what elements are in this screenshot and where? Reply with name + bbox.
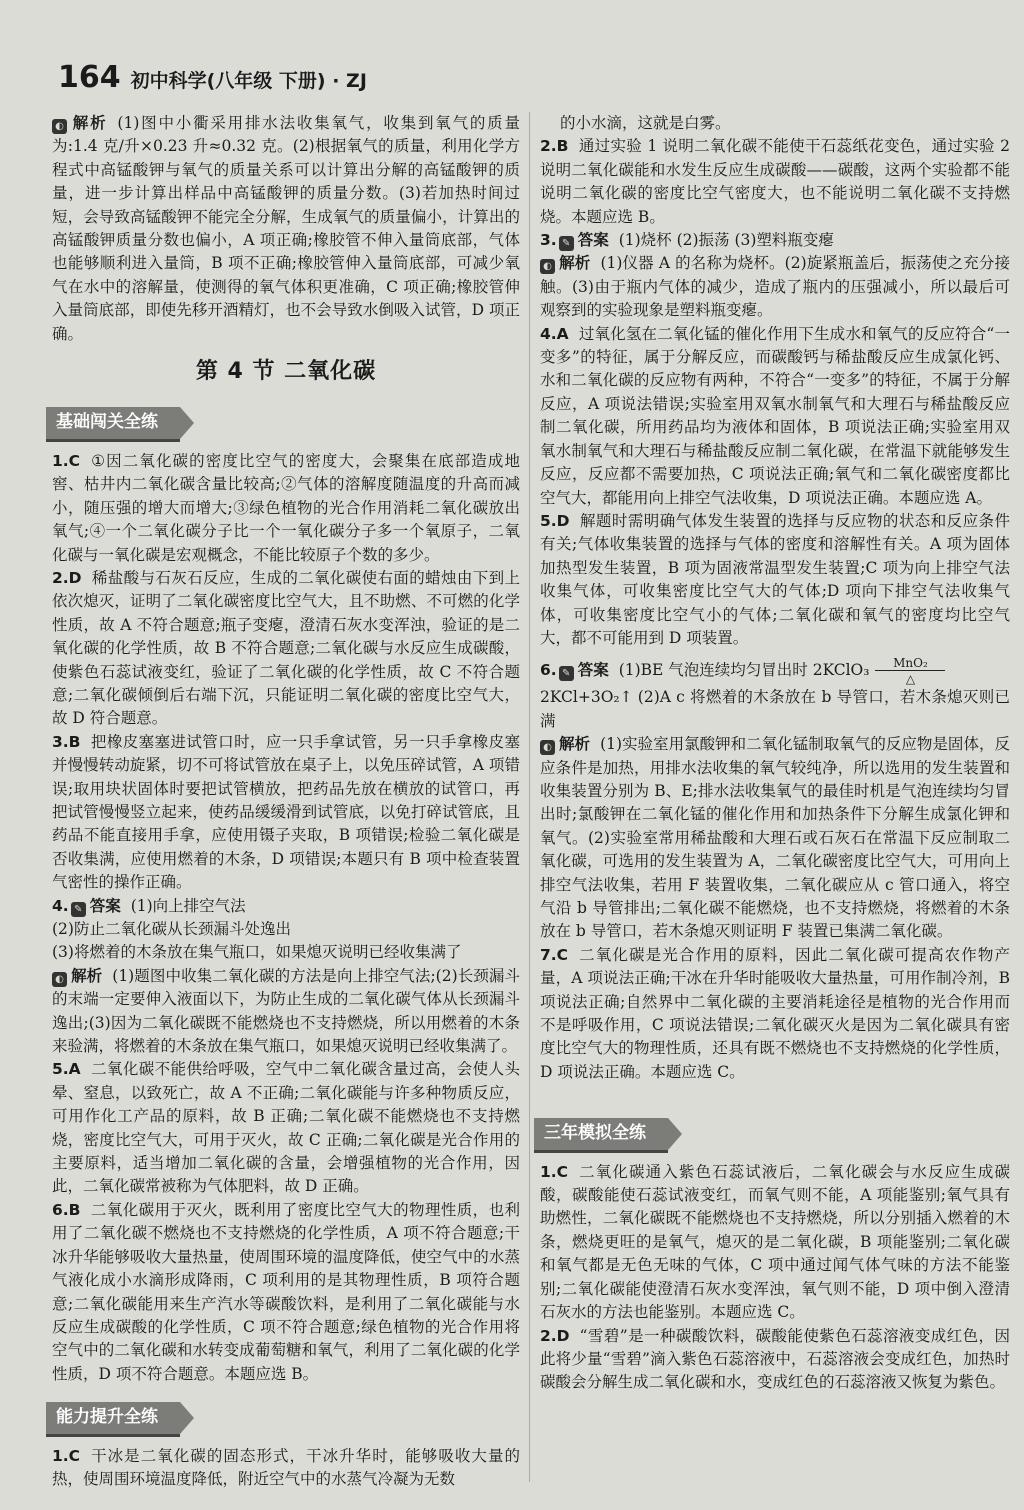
answer-item: 5.D 解题时需明确气体发生装置的选择与反应物的状态和反应条件有关;气体收集装置的选择与气体的密度和溶解性有关。A 项为固体加热型发生装置，B 项为固液常温型发生装置;C 项为向上排空气法收集气体，可收集密度比空气大的气体;D 项向下排空气法收集气体，可收集密度比空气小的气体;二氧化碳和氧气的密度均比空气大，都不可能用到 D 项装置。 (540, 511, 1010, 647)
reaction-condition: MnO₂ △ (875, 656, 945, 686)
answer-item: 2.D “雪碧”是一种碳酸饮料，碳酸能使紫色石蕊溶液变成红色，因此将少量“雪碧”滴入紫色石蕊溶液中，石蕊溶液会变成红色，加热时碳酸会分解生成二氧化碳和水，变成红色的石蕊溶液又恢复为紫色。 (540, 1326, 1010, 1392)
answer-item: 5.A 二氧化碳不能供给呼吸，空气中二氧化碳含量过高，会使人头晕、窒息，以致死亡，故 A 不正确;二氧化碳能与许多种物质反应，可用作化工产品的原料，故 B 正确;二氧化碳不能燃烧也不支持燃烧，密度比空气大，可用于灭火，故 C 正确;二氧化碳是光合作用的主要原料，适当增加二氧化碳的含量，会增强植物的光合作用，因此，二氧化碳常被称为气体肥料，故 D 正确。 (52, 1060, 520, 1196)
answer-icon: ✎ (559, 666, 574, 681)
analysis-paragraph: ◐ 解析 (1)题图中收集二氧化碳的方法是向上排空气法;(2)长颈漏斗的末端一定要伸入液面以下，为防止生成的二氧化碳气体从长颈漏斗逸出;(3)因为二氧化碳既不能燃烧也不支持燃烧，所以用燃着的木条来验满，将燃着的木条放在集气瓶口，如果熄灭说明已经收集满了。 (52, 966, 520, 1056)
answer-icon: ✎ (559, 236, 574, 251)
analysis-paragraph: ◐ 解析 (1)实验室用氯酸钾和二氧化锰制取氧气的反应物是固体，反应条件是加热，用排水法收集的氧气较纯净，所以选用的发生装置和收集装置分别为 B、E;排水法收集氧气的最佳时机是气泡连续均匀冒出时;氯酸钾在二氧化锰的催化作用和加热条件下分解生成氯化钾和氧气。(2)实验室常用稀盐酸和大理石或石灰石在常温下反应制取二氧化碳，可选用的发生装置为 A，二氧化碳密度比空气大，可用向上排空气法收集，若用 F 装置收集，二氧化碳应从 c 管口通入，将空气沿 b 导管排出;二氧化碳不能燃烧，也不支持燃烧，将燃着的木条放在 b 导管口，若木条熄灭则证明 F 装置已集满二氧化碳。 (540, 735, 1010, 941)
right-column (540, 112, 1010, 1395)
answer-item: 6. ✎ 答案 (1)BE 气泡连续均匀冒出时 2KClO₃ MnO₂ △ (540, 656, 1010, 686)
answer-item: 2.B 通过实验 1 说明二氧化碳不能使干石蕊纸花变色，通过实验 2 说明二氧化碳能和水发生反应生成碳酸——碳酸，这两个实验都不能说明二氧化碳的密度比空气密度大，也不能说明二氧化碳不支持燃烧。本题应选 B。 (540, 137, 1010, 226)
continued-text: 的小水滴，这就是白雾。 (560, 114, 731, 132)
answer-line: (2)防止二氧化碳从长颈漏斗处逸出 (52, 920, 291, 938)
banner-basic: 基础闯关全练 (46, 407, 180, 441)
left-column (52, 112, 520, 1491)
answer-item: 1.C 干冰是二氧化碳的固态形式，干冰升华时，能够吸收大量的热，使周围环境温度降低，附近空气中的水蒸气冷凝为无数 (52, 1446, 520, 1488)
banner-ability: 能力提升全练 (46, 1402, 180, 1436)
analysis-icon: ◐ (52, 119, 67, 134)
answer-item: 4.A 过氧化氢在二氧化锰的催化作用下生成水和氧气的反应符合“一变多”的特征，属于分解反应，而碳酸钙与稀盐酸反应生成氯化钙、水和二氧化碳的反应物有两种，不符合“一变多”的特征，不属于分解反应，A 项说法错误;实验室用双氧水制氧气和大理石与稀盐酸反应制二氧化碳，所用药品均为液体和固体，B 项说法正确;实验室用双氧水制氧气和大理石与稀盐酸反应制二氧化碳，在常温下就能够发生反应，反应都不需要加热，C 项说法正确;氧气和二氧化碳密度都比空气大，都能用向上排空气法收集，D 项说法正确。本题应选 A。 (540, 324, 1010, 507)
answer-icon: ✎ (71, 902, 86, 917)
page-header (58, 60, 367, 94)
page-number: 164 (58, 60, 121, 95)
answer-item: 3. ✎ 答案 (1)烧杯 (2)振荡 (3)塑料瓶变瘪 (540, 231, 834, 250)
answer-line: (3)将燃着的木条放在集气瓶口，如果熄灭说明已经收集满了 (52, 943, 462, 962)
answer-item: 1.C ①因二氧化碳的密度比空气的密度大，会聚集在底部造成地窖、枯井内二氧化碳含量比较高;②气体的溶解度随温度的升高而减小，随压强的增大而增大;③绿色植物的光合作用消耗二氧化碳放出氧气;④一个二氧化碳分子比一个一氧化碳分子多一个氧原子，二氧化碳与一氧化碳是宏观概念，不能比较原子个数的多少。 (52, 451, 520, 564)
analysis-paragraph: ◐ 解析 (1)图中小衢采用排水法收集氧气，收集到氧气的质量为:1.4 克/升×0.23 升≈0.32 克。(2)根据氧气的质量，利用化学方程式中高锰酸钾与氧气的质量关系可以计算出分解的高锰酸钾的质量，进一步计算出样品中高锰酸钾的质量分数。(3)若加热时间过短，会导致高锰酸钾不能完全分解，生成氧气的质量偏小，计算出的高锰酸钾质量分数也偏小，A 项正确;橡胶管不伸入量筒底部，气体也能够顺利进入量筒，B 项不正确;橡胶管伸入量筒底部，可减少氧气在水中的溶解量，使测得的氧气体积更准确，C 项正确;橡胶管伸入量筒底部，即使先移开酒精灯，也不会导致水倒吸入试管，D 项正确。 (52, 114, 520, 343)
answer-item: 7.C 二氧化碳是光合作用的原料，因此二氧化碳可提高农作物产量，A 项说法正确;干冰在升华时能吸收大量热量，可用作制冷剂，B 项说法正确;自然界中二氧化碳的主要消耗途径是植物的光合作用而不是呼吸作用，C 项说法错误;二氧化碳灭火是因为二氧化碳具有密度比空气大的物理性质，还具有既不燃烧也不支持燃烧的化学性质，D 项说法正确。本题应选 C。 (540, 945, 1010, 1081)
analysis-icon: ◐ (52, 972, 67, 987)
book-title: 初中科学(八年级 下册) · ZJ (130, 70, 367, 92)
analysis-icon: ◐ (540, 740, 555, 755)
banner-three-year: 三年模拟全练 (534, 1118, 668, 1152)
answer-item: 4. ✎ 答案 (1)向上排空气法 (52, 896, 246, 915)
answer-item: 3.B 把橡皮塞塞进试管口时，应一只手拿试管，另一只手拿橡皮塞并慢慢转动旋紧，切不可将试管放在桌子上，以免压碎试管，A 项错误;取用块状固体时要把试管横放，把药品先放在横放的试管口，再把试管慢慢竖立起来，使药品缓缓滑到试管底，以免打碎试管底，且药品不能直接用手拿，应使用镊子夹取，B 项错误;检验二氧化碳是否收集满，应使用燃着的木条，D 项错误;本题只有 B 项中检查装置气密性的操作正确。 (52, 732, 520, 892)
analysis-icon: ◐ (540, 259, 555, 274)
answer-item: 6.B 二氧化碳用于灭火，既利用了密度比空气大的物理性质，也利用了二氧化碳不燃烧也不支持燃烧的化学性质，A 项不符合题意;干冰升华能够吸收大量热量，使周围环境的温度降低，使空气中的水蒸气液化成小水滴形成降雨，C 项利用的是其物理性质，B 项符合题意;二氧化碳能用来生产汽水等碳酸饮料，是利用了二氧化碳能与水反应生成碳酸的化学性质，C 项不符合题意;绿色植物的光合作用将空气中的二氧化碳和水转变成葡萄糖和氧气，利用了二氧化碳的化学性质，D 项不符合题意。本题应选 B。 (52, 1200, 520, 1383)
answer-item: 1.C 二氧化碳通入紫色石蕊试液后，二氧化碳会与水反应生成碳酸，碳酸能使石蕊试液变红，而氧气则不能，A 项能鉴别;氧气具有助燃性，二氧化碳既不能燃烧也不支持燃烧，所以分别插入燃着的木条，燃烧更旺的是氧气，熄灭的是二氧化碳，B 项能鉴别;二氧化碳和氧气都是无色无味的气体，C 项中通过闻气体气味的方法不能鉴别;二氧化碳能使澄清石灰水变浑浊，氧气则不能，D 项中倒入澄清石灰水的方法也能鉴别。本题应选 C。 (540, 1162, 1010, 1322)
analysis-paragraph: ◐ 解析 (1)仪器 A 的名称为烧杯。(2)旋紧瓶盖后，振荡使之充分接触。(3)由于瓶内气体的减少，造成了瓶内的压强减小，所以最后可观察到的实验现象是塑料瓶变瘪。 (540, 254, 1010, 320)
answer-item: 2.D 稀盐酸与石灰石反应，生成的二氧化碳使右面的蜡烛由下到上依次熄灭，证明了二氧化碳密度比空气大，且不助燃、不可燃的化学性质，故 A 不符合题意;瓶子变瘪，澄清石灰水变浑浊，验证的是二氧化碳的化学性质，故 B 不符合题意;二氧化碳与水反应生成碳酸，使紫色石蕊试液变红，验证了二氧化碳的化学性质，故 C 不符合题意;二氧化碳倾倒后右端下沉，只能证明二氧化碳的密度比空气大，故 D 符合题意。 (52, 568, 520, 728)
section-title: 第 4 节 二氧化碳 (195, 359, 377, 385)
column-divider (529, 112, 530, 1482)
answer-line: 2KCl+3O₂↑ (2)A c 将燃着的木条放在 b 导管口，若木条熄灭则已满 (540, 688, 1010, 730)
